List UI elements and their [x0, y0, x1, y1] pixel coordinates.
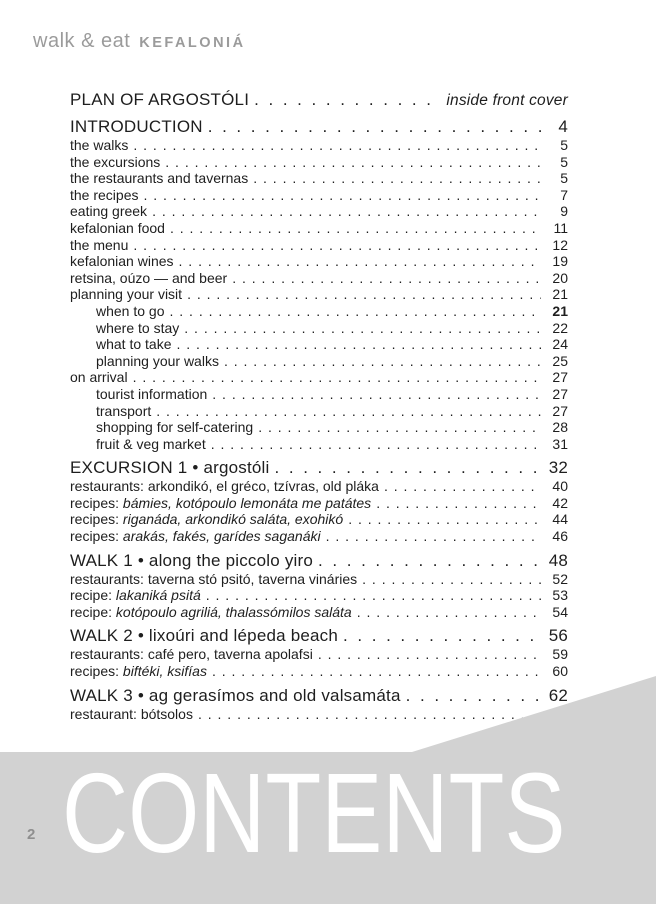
- page-number: 2: [27, 826, 36, 843]
- toc-entry-text: recipe:: [70, 587, 116, 604]
- dot-leader: [206, 587, 541, 604]
- toc-entry-page: 22: [552, 319, 568, 336]
- dot-leader: [133, 137, 541, 154]
- toc-entry-page: 56: [548, 626, 568, 646]
- toc-entry-page: 59: [552, 646, 568, 663]
- dot-leader: [318, 551, 541, 571]
- table-of-contents: [70, 90, 568, 722]
- toc-entry-text: retsina, oúzo — and beer: [70, 269, 228, 286]
- toc-entry-text: restaurants: arkondikó, el gréco, tzívras, old pláka: [70, 478, 379, 495]
- toc-entry-label: [70, 587, 201, 604]
- toc-entry-page: 20: [552, 269, 568, 286]
- toc-entry-page: 11: [553, 219, 568, 236]
- toc-row: [70, 270, 568, 287]
- toc-entry-page: 53: [552, 587, 568, 604]
- dot-leader: [156, 403, 541, 420]
- dot-leader: [208, 117, 541, 137]
- dot-leader: [187, 286, 541, 303]
- toc-entry-page: 25: [552, 352, 568, 369]
- toc-entry-italic-text: bámies, kotópoulo lemonáta me patátes: [122, 494, 372, 511]
- toc-entry-page: 21: [552, 286, 568, 303]
- toc-row: [70, 604, 568, 621]
- toc-entry-text: fruit & veg market: [96, 435, 206, 452]
- toc-entry-text: on arrival: [70, 369, 128, 386]
- toc-row: [70, 253, 568, 270]
- toc-row: [70, 117, 568, 137]
- toc-entry-label: [96, 436, 206, 453]
- toc-entry-label: [70, 117, 203, 137]
- toc-entry-italic-text: biftéki, ksifías: [122, 663, 207, 680]
- toc-row: [70, 203, 568, 220]
- toc-entry-label: [70, 154, 160, 171]
- dot-leader: [357, 604, 541, 621]
- dot-leader: [318, 646, 541, 663]
- toc-entry-page: 54: [552, 603, 568, 620]
- toc-entry-page: 27: [552, 369, 568, 386]
- dot-leader: [211, 436, 541, 453]
- toc-row: [70, 663, 568, 680]
- toc-entry-text: WALK 3 • ag gerasímos and old valsamáta: [70, 685, 401, 705]
- toc-row: [70, 320, 568, 337]
- toc-entry-page: 27: [552, 385, 568, 402]
- dot-leader: [133, 369, 541, 386]
- toc-entry-label: [70, 170, 248, 187]
- toc-entry-page: 62: [548, 685, 568, 705]
- toc-entry-label: [70, 253, 174, 270]
- dot-leader: [326, 528, 541, 545]
- toc-entry-label: [70, 604, 352, 621]
- toc-entry-text: where to stay: [96, 319, 180, 336]
- toc-entry-page: 5: [560, 153, 568, 170]
- toc-row: [70, 303, 568, 320]
- destination-title: KEFALONIÁ: [139, 35, 246, 51]
- toc-row: [70, 220, 568, 237]
- running-header: [33, 30, 246, 53]
- toc-entry-label: [70, 90, 249, 110]
- toc-entry-page: 19: [552, 253, 568, 270]
- toc-entry-page: 21: [552, 302, 568, 319]
- toc-row: [70, 237, 568, 254]
- toc-entry-italic-text: arakás, fakés, garídes saganáki: [122, 528, 321, 545]
- toc-row: [70, 137, 568, 154]
- toc-entry-page: 7: [560, 186, 568, 203]
- dot-leader: [275, 458, 541, 478]
- toc-entry-text: restaurants: café pero, taverna apolafsi: [70, 646, 313, 663]
- toc-entry-label: [70, 646, 313, 663]
- toc-row: [70, 403, 568, 420]
- toc-entry-page: 5: [560, 137, 568, 153]
- toc-entry-page: 27: [552, 402, 568, 419]
- toc-entry-text: EXCURSION 1 • argostóli: [70, 458, 270, 478]
- toc-row: [70, 154, 568, 171]
- toc-entry-text: INTRODUCTION: [70, 117, 203, 136]
- toc-entry-text: eating greek: [70, 203, 148, 220]
- toc-row: [70, 187, 568, 204]
- toc-row: [70, 286, 568, 303]
- toc-entry-label: [70, 286, 182, 303]
- toc-entry-label: [96, 353, 219, 370]
- dot-leader: [253, 170, 541, 187]
- toc-entry-label: [70, 187, 138, 204]
- dot-leader: [133, 237, 541, 254]
- toc-entry-label: [70, 495, 371, 512]
- toc-row: [70, 170, 568, 187]
- dot-leader: [362, 571, 541, 588]
- toc-row: [70, 511, 568, 528]
- toc-entry-page: 9: [560, 203, 568, 220]
- toc-entry-page: 42: [552, 494, 568, 511]
- toc-row: [70, 353, 568, 370]
- toc-entry-label: [70, 706, 193, 723]
- toc-row: [70, 646, 568, 663]
- toc-entry-text: WALK 1 • along the piccolo yiro: [70, 550, 314, 570]
- series-title: walk & eat: [33, 30, 131, 52]
- toc-entry-label: [70, 551, 313, 571]
- toc-row: [70, 495, 568, 512]
- toc-entry-label: [70, 203, 147, 220]
- dot-leader: [143, 187, 541, 204]
- toc-row: [70, 587, 568, 604]
- toc-row: [70, 419, 568, 436]
- toc-entry-label: [70, 458, 270, 478]
- toc-entry-label: [96, 386, 207, 403]
- toc-entry-page: 52: [552, 570, 568, 587]
- toc-entry-label: [70, 237, 128, 254]
- toc-entry-text: recipes:: [70, 528, 123, 545]
- toc-entry-label: [70, 270, 227, 287]
- dot-leader: [177, 336, 542, 353]
- toc-entry-label: [70, 686, 401, 706]
- toc-row: [70, 436, 568, 453]
- toc-row: [70, 686, 568, 706]
- dot-leader: [165, 154, 541, 171]
- toc-entry-text: when to go: [96, 302, 165, 319]
- toc-entry-text: restaurants: taverna stó psitó, taverna vináries: [70, 570, 358, 587]
- dot-leader: [198, 706, 541, 723]
- toc-entry-text: recipes:: [70, 494, 123, 511]
- toc-entry-page: 40: [552, 478, 568, 495]
- toc-entry-text: the recipes: [70, 186, 139, 203]
- dot-leader: [406, 686, 541, 706]
- toc-entry-text: the excursions: [70, 153, 161, 170]
- toc-entry-label: [70, 220, 165, 237]
- toc-row: [70, 90, 568, 111]
- toc-row: [70, 458, 568, 478]
- toc-entry-page: 48: [548, 550, 568, 570]
- toc-entry-page: 46: [552, 528, 568, 545]
- contents-title: CONTENTS: [62, 750, 566, 876]
- toc-row: [70, 386, 568, 403]
- toc-entry-label: [70, 511, 343, 528]
- dot-leader: [376, 495, 541, 512]
- toc-entry-italic-text: kotópoulo agriliá, thalassómilos saláta: [115, 603, 352, 620]
- dot-leader: [152, 203, 541, 220]
- toc-entry-text: the walks: [70, 137, 129, 153]
- toc-row: [70, 369, 568, 386]
- toc-entry-text: the restaurants and tavernas: [70, 170, 249, 187]
- toc-row: [70, 528, 568, 545]
- toc-entry-label: [70, 663, 207, 680]
- toc-entry-page: 28: [552, 419, 568, 436]
- toc-entry-text: planning your visit: [70, 286, 183, 303]
- toc-row: [70, 336, 568, 353]
- toc-entry-page: 32: [548, 458, 568, 478]
- toc-entry-text: kefalonian wines: [70, 253, 174, 270]
- toc-entry-italic-text: lakaniká psitá: [115, 587, 201, 604]
- toc-entry-label: [70, 528, 321, 545]
- toc-entry-text: restaurant: bótsolos: [70, 705, 193, 722]
- toc-entry-label: [70, 478, 379, 495]
- toc-entry-text: kefalonian food: [70, 219, 165, 236]
- toc-entry-page: 4: [558, 117, 568, 136]
- toc-entry-text: WALK 2 • lixoúri and lépeda beach: [70, 626, 339, 646]
- toc-entry-text: what to take: [96, 336, 172, 353]
- toc-entry-text: PLAN OF ARGOSTÓLI: [70, 90, 250, 109]
- toc-entry-label: [96, 336, 172, 353]
- toc-entry-page: inside front cover: [446, 92, 568, 109]
- dot-leader: [254, 90, 439, 110]
- toc-entry-text: recipe:: [70, 603, 116, 620]
- toc-row: [70, 706, 568, 723]
- toc-row: [70, 551, 568, 571]
- toc-entry-page: 31: [552, 435, 568, 452]
- dot-leader: [212, 663, 541, 680]
- toc-entry-label: [96, 403, 151, 420]
- dot-leader: [224, 353, 541, 370]
- dot-leader: [258, 419, 541, 436]
- toc-entry-label: [70, 369, 128, 386]
- toc-entry-label: [96, 303, 165, 320]
- toc-entry-page: 12: [552, 236, 568, 253]
- dot-leader: [170, 220, 541, 237]
- toc-entry-page: 5: [560, 170, 568, 187]
- toc-entry-label: [70, 626, 338, 646]
- toc-entry-label: [96, 419, 253, 436]
- toc-entry-text: tourist information: [96, 385, 208, 402]
- dot-leader: [184, 320, 541, 337]
- toc-entry-label: [70, 571, 357, 588]
- dot-leader: [384, 478, 541, 495]
- toc-entry-text: the menu: [70, 236, 129, 253]
- dot-leader: [343, 626, 541, 646]
- dot-leader: [170, 303, 542, 320]
- toc-entry-text: recipes:: [70, 663, 123, 680]
- toc-row: [70, 626, 568, 646]
- toc-entry-text: shopping for self-catering: [96, 419, 254, 436]
- toc-entry-text: transport: [96, 402, 152, 419]
- toc-entry-label: [96, 320, 179, 337]
- toc-entry-label: [70, 137, 128, 154]
- toc-row: [70, 478, 568, 495]
- toc-entry-text: planning your walks: [96, 352, 219, 369]
- dot-leader: [232, 270, 541, 287]
- toc-entry-italic-text: riganáda, arkondikó saláta, exohikó: [122, 511, 344, 528]
- dot-leader: [348, 511, 541, 528]
- dot-leader: [212, 386, 541, 403]
- toc-row: [70, 571, 568, 588]
- toc-entry-page: 44: [552, 511, 568, 528]
- toc-entry-text: recipes:: [70, 511, 123, 528]
- dot-leader: [179, 253, 541, 270]
- toc-entry-page: 60: [552, 663, 568, 680]
- toc-entry-page: 24: [552, 336, 568, 353]
